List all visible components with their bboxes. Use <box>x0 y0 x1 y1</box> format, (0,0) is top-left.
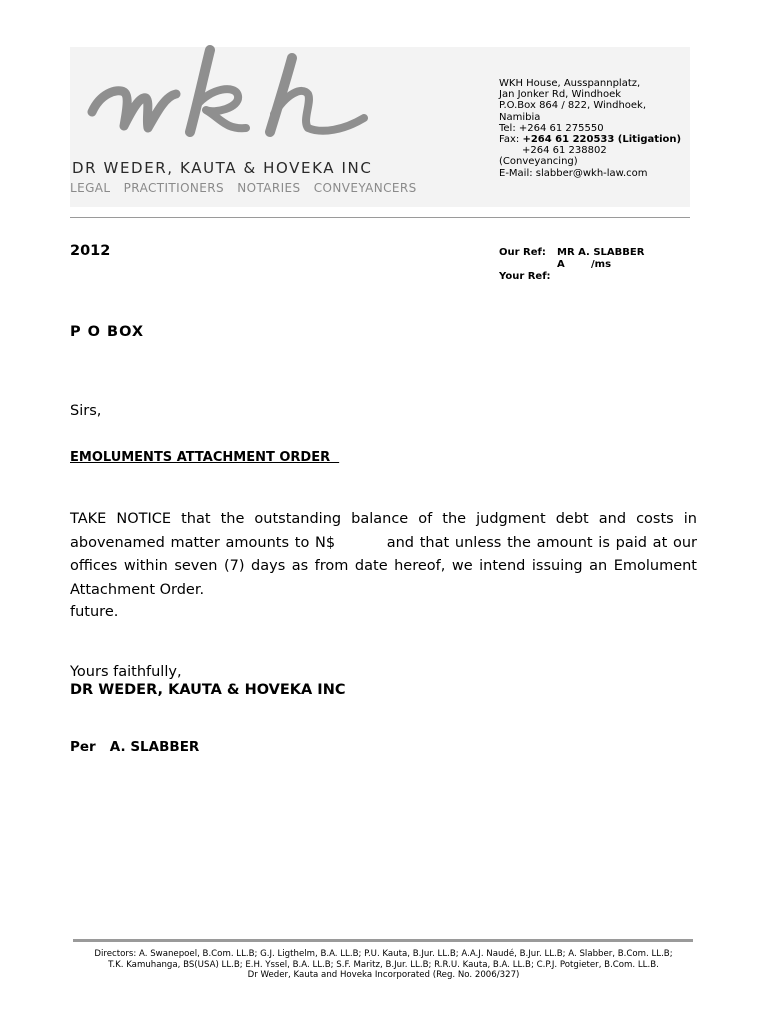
header-divider <box>70 217 690 218</box>
reference-block <box>499 247 644 283</box>
your-ref-row <box>499 271 644 283</box>
salutation: Sirs, <box>70 403 102 419</box>
footer-line-3: Dr Weder, Kauta and Hoveka Incorporated (Reg. No. 2006/327) <box>247 970 520 981</box>
our-ref-row <box>499 247 644 259</box>
our-ref-sub-row <box>499 259 644 271</box>
closing: Yours faithfully, <box>70 664 182 680</box>
wkh-logo <box>86 44 376 144</box>
fax-line <box>499 134 699 145</box>
body-part-1: TAKE NOTICE that the outstanding balance of the judgment debt and costs in abovenamed matter amounts to N$ <box>70 511 697 551</box>
address-line-4: Namibia <box>499 111 541 123</box>
recipient-address: P O BOX <box>70 324 145 340</box>
fax-label: Fax: <box>499 134 520 146</box>
our-ref-sub-a: A <box>557 259 565 270</box>
letterhead-tagline: LEGAL PRACTITIONERS NOTARIES CONVEYANCERS <box>70 181 417 195</box>
our-ref-label: Our Ref: <box>499 247 546 258</box>
letter-year: 2012 <box>70 243 111 259</box>
your-ref-label: Your Ref: <box>499 271 551 282</box>
footer-line-1: Directors: A. Swanepoel, B.Com. LL.B; G.J. Ligthelm, B.A. LL.B; P.U. Kauta, B.Jur. LL.B; A.A.J. Naudé, B.Jur. LL.B; A. Slabber, B.Com. LL.B; <box>94 949 673 959</box>
our-ref-sub-ms: /ms <box>591 259 612 270</box>
telephone: Tel: +264 61 275550 <box>499 122 604 134</box>
letterhead-firm-name: DR WEDER, KAUTA & HOVEKA INC <box>72 159 373 177</box>
our-ref-value: MR A. SLABBER <box>557 247 645 258</box>
signatory: Per A. SLABBER <box>70 739 200 755</box>
footer-directors <box>70 949 697 981</box>
conveyancing-label: (Conveyancing) <box>499 156 578 168</box>
fax-litigation: +264 61 220533 (Litigation) <box>522 134 682 146</box>
address-line-1: WKH House, Ausspannplatz, <box>499 78 641 89</box>
body-trailing-word: future. <box>70 604 119 620</box>
body-paragraph <box>70 508 697 602</box>
email: E-Mail: slabber@wkh-law.com <box>499 167 648 179</box>
address-line-3: P.O.Box 864 / 822, Windhoek, <box>499 100 647 112</box>
address-block <box>499 78 699 179</box>
body-part-2: and that unless the amount is paid at our offices within seven (7) days as from date hereof, we intend issuing an Emolument Attachment Order. <box>70 534 698 598</box>
letter-heading: EMOLUMENTS ATTACHMENT ORDER <box>70 450 340 465</box>
address-line-2: Jan Jonker Rd, Windhoek <box>499 89 622 101</box>
footer-divider <box>73 939 693 942</box>
signature-firm: DR WEDER, KAUTA & HOVEKA INC <box>70 682 346 698</box>
footer-line-2: T.K. Kamuhanga, BS(USA) LL.B; E.H. Yssel, B.A. LL.B; S.F. Maritz, B.Jur. LL.B; R.R.U. Kauta, B.A. LL.B; C.P.J. Potgieter, B.Com. LL.B. <box>108 959 659 970</box>
fax-conveyancing: +264 61 238802 <box>522 145 607 157</box>
